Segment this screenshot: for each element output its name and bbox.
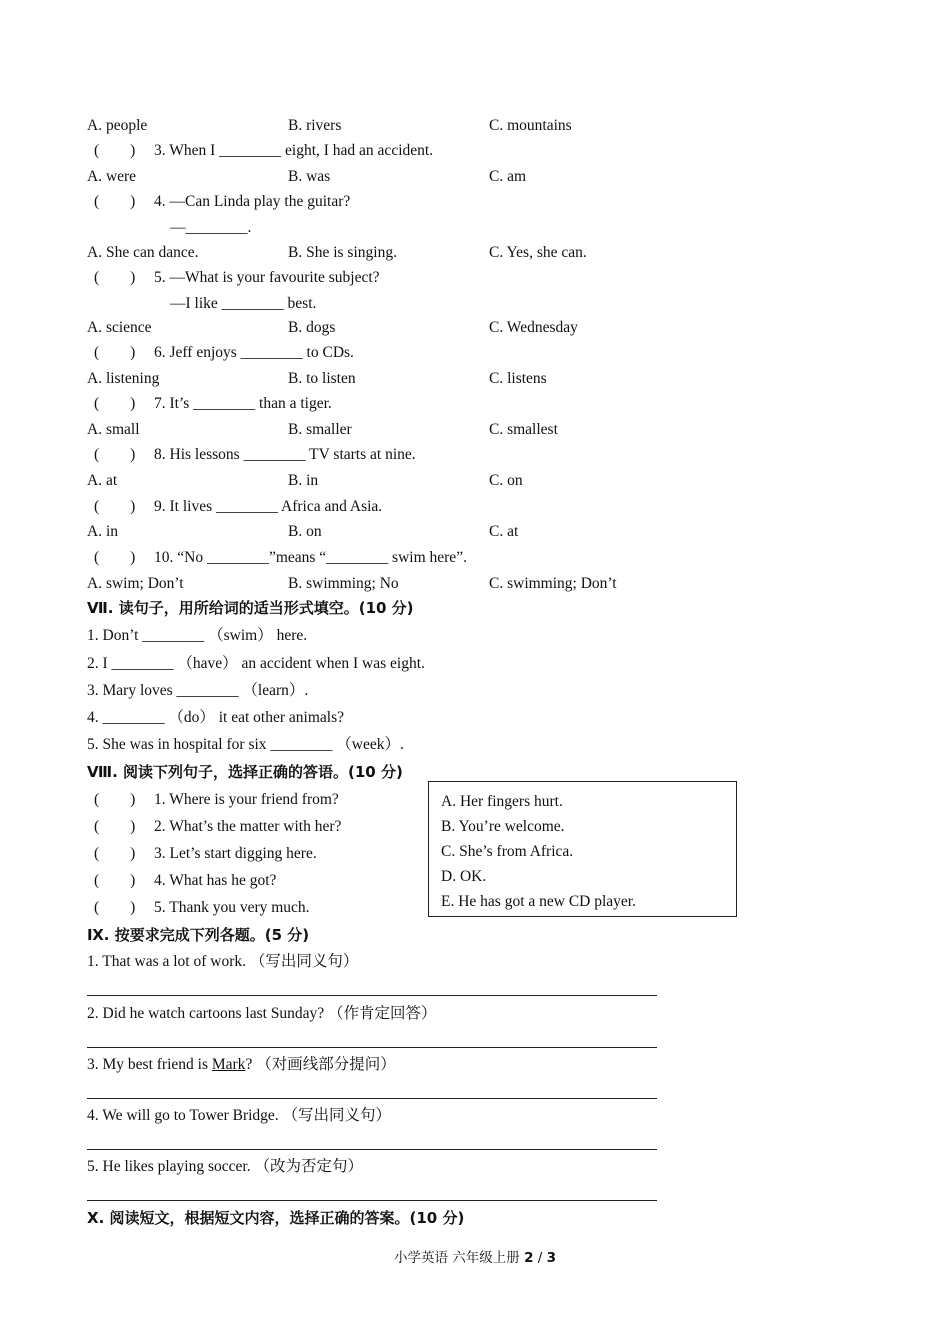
q3-text: 3. When I ________ eight, I had an accident. — [154, 142, 434, 159]
section-7-heading: Ⅶ. 读句子，用所给词的适当形式填空。(10 分) — [87, 599, 414, 617]
q6-answer-paren[interactable]: ( ) — [94, 344, 136, 361]
q5-text-reply: —I like ________ best. — [170, 295, 317, 312]
rewrite-q4: 4. We will go to Tower Bridge. （写出同义句） — [87, 1107, 392, 1124]
q9-option-c: C. at — [489, 523, 519, 540]
page-total: 3 — [546, 1250, 557, 1266]
q4-text-reply: —________. — [170, 219, 252, 236]
rewrite-answer-line-5[interactable] — [87, 1200, 657, 1201]
answer-option-a: A. Her fingers hurt. — [441, 793, 563, 810]
q7-answer-paren[interactable]: ( ) — [94, 395, 136, 412]
q3-option-a: A. were — [87, 168, 137, 185]
fill-item-2: 2. I ________ （have） an accident when I was eight. — [87, 655, 425, 672]
q6-text: 6. Jeff enjoys ________ to CDs. — [154, 344, 354, 361]
q3-option-c: C. am — [489, 168, 527, 185]
page-separator: / — [533, 1250, 547, 1266]
footer-title: 小学英语 六年级上册 — [393, 1250, 525, 1266]
q5-answer-paren[interactable]: ( ) — [94, 269, 136, 286]
rewrite-q1: 1. That was a lot of work. （写出同义句） — [87, 953, 359, 970]
q10-option-b: B. swimming; No — [288, 575, 399, 592]
rewrite-answer-line-1[interactable] — [87, 995, 657, 996]
answer-option-c: C. She’s from Africa. — [441, 843, 574, 860]
q9-option-b: B. on — [288, 523, 322, 540]
q6-option-a: A. listening — [87, 370, 160, 387]
q2-option-b: B. rivers — [288, 117, 342, 134]
q7-option-c: C. smallest — [489, 421, 558, 438]
q8-answer-paren[interactable]: ( ) — [94, 446, 136, 463]
rewrite-q3 — [87, 1055, 396, 1075]
q8-text: 8. His lessons ________ TV starts at nine. — [154, 446, 416, 463]
match-5-paren[interactable]: ( ) — [94, 899, 136, 916]
match-1-paren[interactable]: ( ) — [94, 791, 136, 808]
q7-text: 7. It’s ________ than a tiger. — [154, 395, 332, 412]
q8-option-b: B. in — [288, 472, 319, 489]
q8-option-a: A. at — [87, 472, 118, 489]
answer-option-b: B. You’re welcome. — [441, 818, 565, 835]
section-9-heading: Ⅸ. 按要求完成下列各题。(5 分) — [87, 926, 310, 944]
q3-option-b: B. was — [288, 168, 331, 185]
match-question-5: 5. Thank you very much. — [154, 899, 310, 916]
rewrite-answer-line-3[interactable] — [87, 1098, 657, 1099]
fill-item-3: 3. Mary loves ________ （learn）. — [87, 682, 309, 699]
q4-option-c: C. Yes, she can. — [489, 244, 587, 261]
q4-text: 4. —Can Linda play the guitar? — [154, 193, 351, 210]
q9-option-a: A. in — [87, 523, 118, 540]
fill-item-1: 1. Don’t ________ （swim） here. — [87, 627, 308, 644]
match-question-3: 3. Let’s start digging here. — [154, 845, 317, 862]
rewrite-q3-prefix: 3. My best friend is — [87, 1056, 212, 1073]
q10-option-c: C. swimming; Don’t — [489, 575, 617, 592]
q4-option-a: A. She can dance. — [87, 244, 199, 261]
rewrite-answer-line-2[interactable] — [87, 1047, 657, 1048]
rewrite-q3-underlined: Mark — [211, 1056, 246, 1073]
q10-option-a: A. swim; Don’t — [87, 575, 184, 592]
q4-answer-paren[interactable]: ( ) — [94, 193, 136, 210]
rewrite-q2: 2. Did he watch cartoons last Sunday? （作肯定回答） — [87, 1005, 437, 1022]
q2-option-c: C. mountains — [489, 117, 572, 134]
q5-option-b: B. dogs — [288, 319, 336, 336]
q9-answer-paren[interactable]: ( ) — [94, 498, 136, 515]
q8-option-c: C. on — [489, 472, 523, 489]
match-question-1: 1. Where is your friend from? — [154, 791, 339, 808]
rewrite-answer-line-4[interactable] — [87, 1149, 657, 1150]
q3-answer-paren[interactable]: ( ) — [94, 142, 136, 159]
q10-text: 10. “No ________”means “________ swim here”. — [154, 549, 467, 566]
answer-option-d: D. OK. — [441, 868, 487, 885]
match-3-paren[interactable]: ( ) — [94, 845, 136, 862]
q7-option-a: A. small — [87, 421, 140, 438]
rewrite-q5: 5. He likes playing soccer. （改为否定句） — [87, 1158, 363, 1175]
match-2-paren[interactable]: ( ) — [94, 818, 136, 835]
match-4-paren[interactable]: ( ) — [94, 872, 136, 889]
q10-answer-paren[interactable]: ( ) — [94, 549, 136, 566]
q5-option-c: C. Wednesday — [489, 319, 578, 336]
section-10-heading: Ⅹ. 阅读短文，根据短文内容，选择正确的答案。(10 分) — [87, 1209, 465, 1227]
q4-option-b: B. She is singing. — [288, 244, 397, 261]
q2-option-a: A. people — [87, 117, 148, 134]
q7-option-b: B. smaller — [288, 421, 352, 438]
q6-option-c: C. listens — [489, 370, 547, 387]
q6-option-b: B. to listen — [288, 370, 356, 387]
q5-option-a: A. science — [87, 319, 152, 336]
answer-options-box — [428, 781, 737, 917]
fill-item-5: 5. She was in hospital for six ________ （week）. — [87, 736, 404, 753]
rewrite-q3-suffix: ? （对画线部分提问） — [245, 1056, 396, 1073]
section-8-heading: Ⅷ. 阅读下列句子，选择正确的答语。(10 分) — [87, 763, 403, 781]
match-question-2: 2. What’s the matter with her? — [154, 818, 342, 835]
page-number: 2 — [524, 1250, 534, 1266]
fill-item-4: 4. ________ （do） it eat other animals? — [87, 709, 344, 726]
q9-text: 9. It lives ________ Africa and Asia. — [154, 498, 383, 515]
q5-text: 5. —What is your favourite subject? — [154, 269, 380, 286]
match-question-4: 4. What has he got? — [154, 872, 277, 889]
page-footer — [0, 1246, 950, 1266]
answer-option-e: E. He has got a new CD player. — [441, 893, 636, 910]
